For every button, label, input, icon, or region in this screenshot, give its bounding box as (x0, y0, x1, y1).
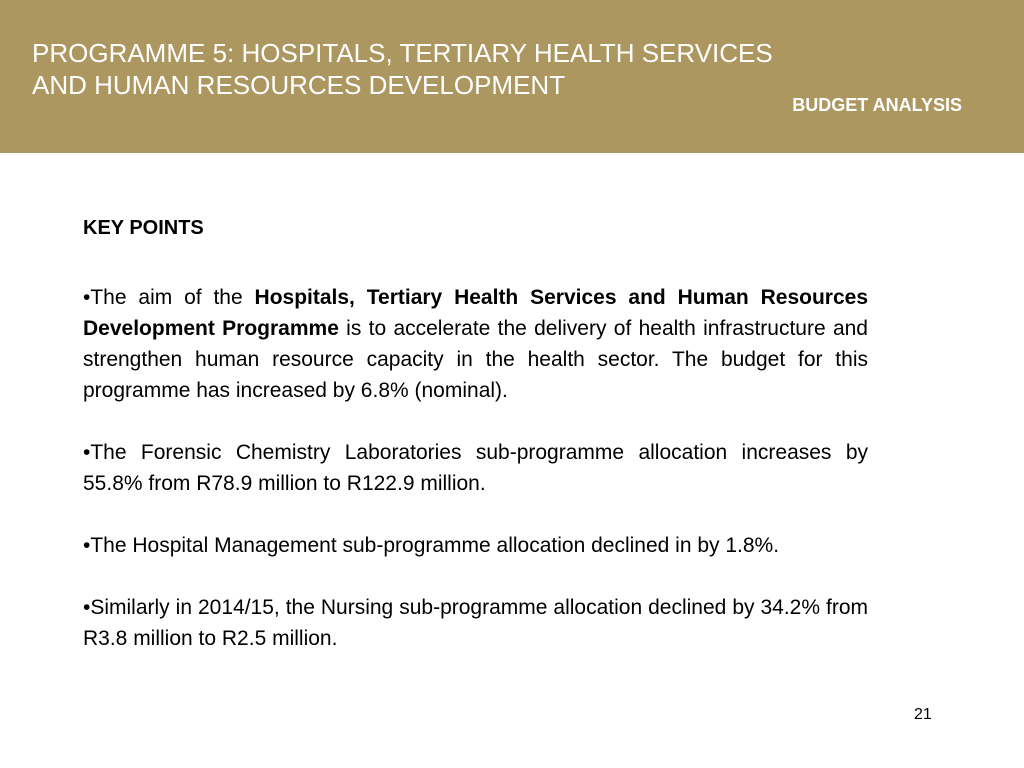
bullet-point-programme-aim (83, 282, 868, 406)
programme-name: Hospitals, Tertiary Health Services and Human Resources Development Programme (83, 286, 869, 340)
slide-content (83, 212, 868, 685)
bullet-point-hospital-management: •The Hospital Management sub-programme allocation declined in by 1.8%. (83, 534, 780, 557)
section-heading: KEY POINTS (83, 217, 204, 239)
slide-title-line-2: AND HUMAN RESOURCES DEVELOPMENT (32, 70, 566, 100)
header-bar (0, 0, 1024, 153)
slide-title (32, 37, 912, 101)
slide-title-line-1: PROGRAMME 5: HOSPITALS, TERTIARY HEALTH SERVICES (32, 38, 773, 68)
bullet-point-nursing: •Similarly in 2014/15, the Nursing sub-programme allocation declined by 34.2% from R3.8 million to R2.5 million. (83, 596, 868, 650)
slide-subtitle: BUDGET ANALYSIS (792, 95, 962, 115)
bullet-point-forensic-chemistry: •The Forensic Chemistry Laboratories sub-programme allocation increases by 55.8% from R78.9 million to R122.9 million. (83, 441, 868, 495)
page-number: 21 (914, 706, 932, 723)
bullet-prefix: •The aim of the (83, 286, 255, 309)
bullet-suffix: is to accelerate the delivery of health infrastructure and strengthen human resource capacity in the health sector. The budget for this programme has increased by 6.8% (nominal). (83, 317, 868, 402)
